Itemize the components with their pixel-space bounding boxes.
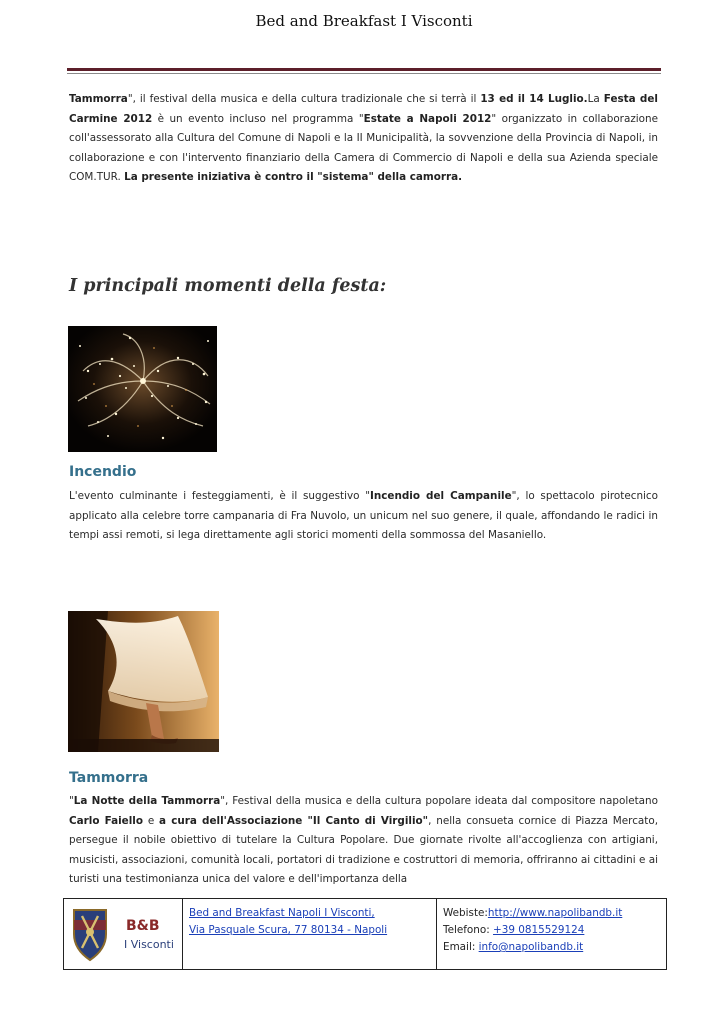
- email-label: Email:: [443, 941, 479, 953]
- footer-logo-cell: [64, 899, 183, 969]
- incendio-title: Incendio: [69, 464, 137, 480]
- page-title: Bed and Breakfast I Visconti: [255, 12, 473, 30]
- footer-address-cell: [183, 899, 437, 969]
- header-rule-thin: [67, 73, 661, 74]
- dancer-image: [68, 611, 219, 752]
- address-link-1[interactable]: Bed and Breakfast Napoli I Visconti,: [189, 907, 375, 919]
- section-title: I principali momenti della festa:: [69, 276, 387, 296]
- intro-bold-5: Festa del Carmine 2012: [69, 93, 658, 125]
- tammorra-text-5: e: [142, 814, 160, 827]
- incendio-bold-2: Incendio del Campanile: [369, 490, 512, 502]
- page-header: [0, 12, 728, 30]
- intro-text-4: La: [587, 93, 604, 105]
- fireworks-image: [68, 326, 217, 452]
- intro-bold-1: Tammorra: [69, 93, 128, 105]
- logo-text-2: I Visconti: [124, 938, 174, 951]
- tammorra-text-7: , nella consueta cornice di Piazza Mercato, persegue il nobile obiettivo di tutelare la Cultura Popolare. Due giornate rivolte all'accoglienza con artigiani, musicisti, associazioni, comunità locali, portatori di tradizione e costruttori di memoria, offriranno ai cittadini e ai turisti una testimonianza unica del valore e dell'importanza della: [69, 814, 659, 885]
- header-rule: [67, 68, 661, 71]
- phone-link[interactable]: +39 0815529124: [493, 924, 585, 936]
- intro-text-2: ", il festival della musica e della cultura tradizionale che si terrà il: [127, 93, 481, 105]
- tammorra-bold-6: a cura dell'Associazione "Il Canto di Virgilio": [159, 814, 429, 827]
- footer-contact-cell: [437, 899, 666, 969]
- address-link-2[interactable]: Via Pasquale Scura, 77 80134 - Napoli: [189, 924, 388, 936]
- intro-paragraph: [69, 90, 658, 188]
- intro-bold-3: 13 ed il 14 Luglio.: [480, 93, 588, 105]
- tammorra-bold-4: Carlo Faiello: [69, 814, 143, 827]
- tammorra-paragraph: [69, 792, 658, 890]
- dancer-photo: [68, 611, 219, 752]
- footer-box: [63, 898, 667, 970]
- incendio-text-3: ", lo spettacolo pirotecnico applicato alla celebre torre campanaria di Fra Nuvolo, un unicum nel suo genere, il quale, affondando le radici in tempi assi remoti, si lega direttamente agli storici momenti della sommossa del Masaniello.: [69, 490, 658, 541]
- email-link[interactable]: info@napolibandb.it: [478, 941, 584, 953]
- intro-bold-9: La presente iniziativa è contro il "sistema" della camorra.: [124, 171, 463, 183]
- intro-text-8: " organizzato in collaborazione coll'assessorato alla Cultura del Comune di Napoli e la II Municipalità, la sovvenzione della Provincia di Napoli, in collaborazione e con l'intervento finanziario della Camera di Commercio di Napoli e della sua Azienda speciale COM.TUR.: [69, 112, 658, 183]
- tammorra-text-1: ": [69, 795, 74, 807]
- logo-text-1: B&B: [126, 918, 160, 934]
- tammorra-title: Tammorra: [69, 770, 149, 786]
- website-label: Webiste:: [443, 907, 488, 919]
- phone-label: Telefono:: [443, 924, 494, 936]
- logo-crest-icon: [68, 904, 176, 964]
- incendio-text-1: L'evento culminante i festeggiamenti, è il suggestivo ": [69, 490, 370, 502]
- incendio-paragraph: [69, 487, 658, 546]
- intro-bold-7: Estate a Napoli 2012: [363, 112, 492, 125]
- tammorra-bold-2: La Notte della Tammorra: [73, 795, 221, 807]
- intro-text-6: è un evento incluso nel programma ": [152, 112, 364, 125]
- fireworks-photo: [68, 326, 217, 452]
- website-link[interactable]: http://www.napolibandb.it: [487, 907, 623, 919]
- tammorra-text-3: ", Festival della musica e della cultura popolare ideata dal compositore napoletano: [220, 795, 658, 807]
